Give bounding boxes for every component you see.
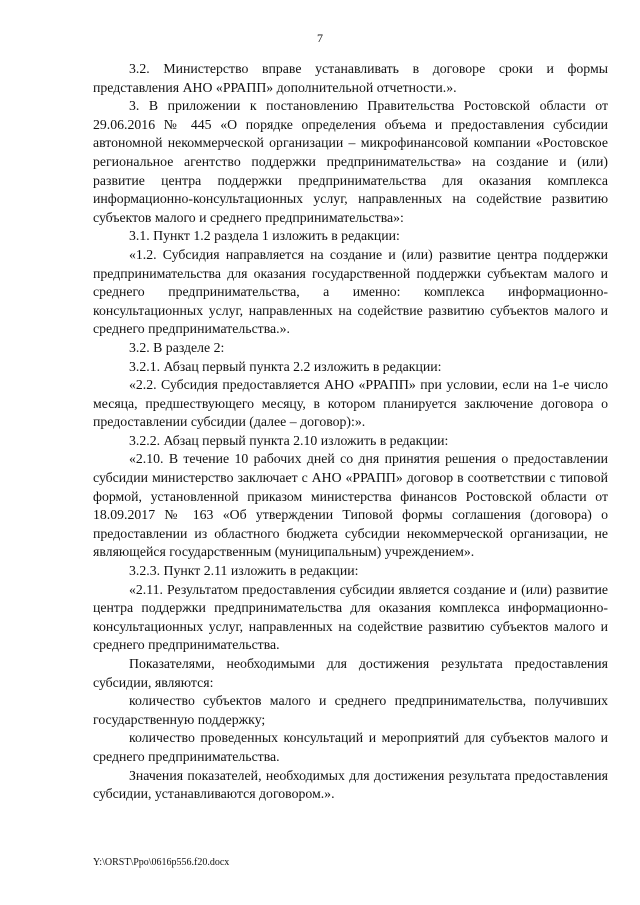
- paragraph: количество проведенных консультаций и мероприятий для субъектов малого и среднего предпринимательства.: [93, 730, 608, 764]
- document-body: [93, 60, 608, 804]
- page-number: 7: [317, 31, 323, 45]
- footer-file-path: Y:\ORST\Ppo\0616p556.f20.docx: [93, 857, 230, 868]
- paragraph: 3.1. Пункт 1.2 раздела 1 изложить в редакции:: [129, 228, 400, 244]
- paragraph: Значения показателей, необходимых для достижения результата предоставления субсидии, устанавливаются договором.».: [93, 767, 608, 802]
- paragraph: Показателями, необходимыми для достижения результата предоставления субсидии, являются:: [93, 656, 608, 690]
- paragraph: «1.2. Субсидия направляется на создание и (или) развитие центра поддержки предпринимательства для оказания государственной поддержки субъектам малого и среднего предпринимательства, а именно: комплекса информационно-консультационных услуг, направленных на содействие развитию субъектов малого и среднего предпринимательства.».: [93, 246, 608, 337]
- paragraph: «2.10. В течение 10 рабочих дней со дня принятия решения о предоставлении субсидии министерство заключает с АНО «РРАПП» договор в соответствии с типовой формой, установленной приказом министерства финансов Ростовской области от 18.09.2017 № 163 «Об утверждении Типовой формы соглашения (договора) о предоставлении из областного бюджета субсидии некоммерческой организации, не являющейся государственным (муниципальным) учреждением».: [93, 451, 608, 560]
- paragraph: 3.2.2. Абзац первый пункта 2.10 изложить в редакции:: [129, 432, 449, 448]
- paragraph: «2.11. Результатом предоставления субсидии является создание и (или) развитие центра поддержки предпринимательства для оказания комплекса информационно-консультационных услуг, направленных на содействие развитию субъектов малого и среднего предпринимательства.: [93, 581, 608, 653]
- paragraph: 3.2.3. Пункт 2.11 изложить в редакции:: [129, 563, 359, 579]
- paragraph: количество субъектов малого и среднего предпринимательства, получивших государственную поддержку;: [93, 693, 608, 727]
- paragraph: 3.2. В разделе 2:: [129, 339, 225, 355]
- paragraph: 3.2.1. Абзац первый пункта 2.2 изложить в редакции:: [129, 358, 442, 374]
- paragraph: 3. В приложении к постановлению Правительства Ростовской области от 29.06.2016 № 445 «О порядке определения объема и предоставления субсидии автономной некоммерческой организации – микрофинансовой компании «Ростовское региональное агентство поддержки предпринимательства» на создание и (или) развитие центра поддержки предпринимательства для оказания комплекса информационно-консультационных услуг, направленных на содействие развитию субъектов малого и среднего предпринимательства»:: [93, 98, 608, 225]
- paragraph: «2.2. Субсидия предоставляется АНО «РРАПП» при условии, если на 1-е число месяца, предшествующего месяцу, в котором планируется заключение договора о предоставлении субсидии (далее – договор):».: [93, 377, 608, 430]
- paragraph: 3.2. Министерство вправе устанавливать в договоре сроки и формы представления АНО «РРАПП» дополнительной отчетности.».: [93, 61, 608, 95]
